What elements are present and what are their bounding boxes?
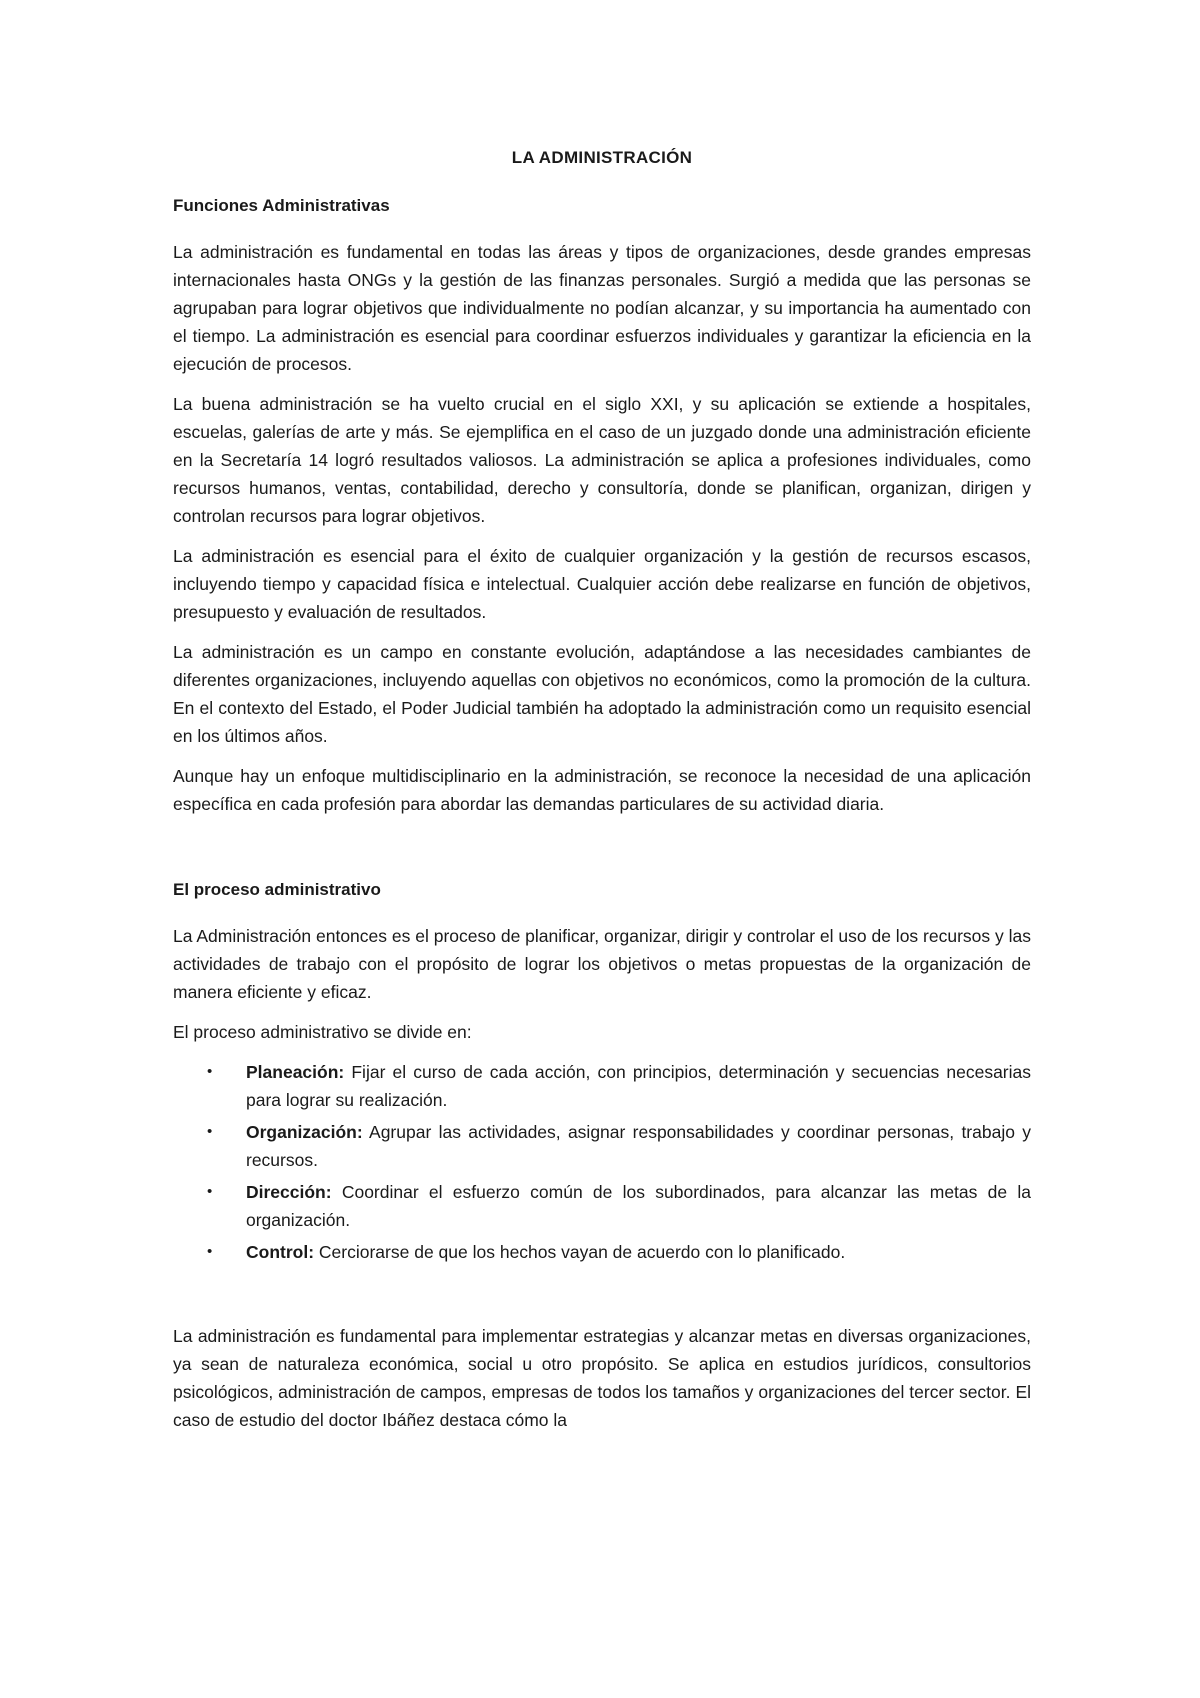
paragraph: La administración es fundamental en todas las áreas y tipos de organizaciones, desde grandes empresas internacionales hasta ONGs y la gestión de las finanzas personales. Surgió a medida que las personas se agrupaban para lograr objetivos que individualmente no podían alcanzar, y su importancia ha aumentado con el tiempo. La administración es esencial para coordinar esfuerzos individuales y garantizar la eficiencia en la ejecución de procesos.: [173, 242, 1031, 374]
bullet-icon: •: [207, 1123, 213, 1140]
list-item: [173, 1178, 1031, 1234]
process-steps-list: [173, 1058, 1031, 1266]
bullet-icon: •: [207, 1243, 213, 1260]
list-item: [173, 1058, 1031, 1114]
closing-paragraph: La administración es fundamental para implementar estrategias y alcanzar metas en diversas organizaciones, ya sean de naturaleza económica, social u otro propósito. Se aplica en estudios jurídicos, consultorios psicológicos, administración de campos, empresas de todos los tamaños y organizaciones del tercer sector. El caso de estudio del doctor Ibáñez destaca cómo la: [173, 1326, 1031, 1430]
list-item-term: Organización:: [246, 1122, 363, 1142]
list-item: [173, 1238, 1031, 1266]
paragraph: La administración es esencial para el éxito de cualquier organización y la gestión de recursos escasos, incluyendo tiempo y capacidad física e intelectual. Cualquier acción debe realizarse en función de objetivos, presupuesto y evaluación de resultados.: [173, 546, 1031, 622]
paragraph: El proceso administrativo se divide en:: [173, 1022, 472, 1042]
section-heading-funciones: Funciones Administrativas: [173, 196, 390, 215]
bullet-icon: •: [207, 1183, 213, 1200]
bullet-icon: •: [207, 1063, 213, 1080]
list-item-term: Dirección:: [246, 1182, 332, 1202]
list-item-term: Control:: [246, 1242, 315, 1262]
list-item-text: Fijar el curso de cada acción, con principios, determinación y secuencias necesarias para lograr su realización.: [246, 1062, 1031, 1110]
paragraph: La Administración entonces es el proceso de planificar, organizar, dirigir y controlar el uso de los recursos y las actividades de trabajo con el propósito de lograr los objetivos o metas propuestas de la organización de manera eficiente y eficaz.: [173, 926, 1031, 1002]
list-item-text: Cerciorarse de que los hechos vayan de acuerdo con lo planificado.: [314, 1242, 846, 1262]
document-title: LA ADMINISTRACIÓN: [511, 148, 693, 167]
section-heading-proceso: El proceso administrativo: [173, 880, 381, 899]
paragraph: Aunque hay un enfoque multidisciplinario en la administración, se reconoce la necesidad de una aplicación específica en cada profesión para abordar las demandas particulares de su actividad diaria.: [173, 766, 1031, 814]
list-item-text: Agrupar las actividades, asignar responsabilidades y coordinar personas, trabajo y recursos.: [246, 1122, 1031, 1170]
list-item-text: Coordinar el esfuerzo común de los subordinados, para alcanzar las metas de la organización.: [246, 1182, 1031, 1230]
paragraph: La administración es un campo en constante evolución, adaptándose a las necesidades cambiantes de diferentes organizaciones, incluyendo aquellas con objetivos no económicos, como la promoción de la cultura. En el contexto del Estado, el Poder Judicial también ha adoptado la administración como un requisito esencial en los últimos años.: [173, 642, 1031, 746]
paragraph: La buena administración se ha vuelto crucial en el siglo XXI, y su aplicación se extiende a hospitales, escuelas, galerías de arte y más. Se ejemplifica en el caso de un juzgado donde una administración eficiente en la Secretaría 14 logró resultados valiosos. La administración se aplica a profesiones individuales, como recursos humanos, ventas, contabilidad, derecho y consultoría, donde se planifican, organizan, dirigen y controlan recursos para lograr objetivos.: [173, 394, 1031, 526]
list-item-term: Planeación:: [246, 1062, 345, 1082]
list-item: [173, 1118, 1031, 1174]
